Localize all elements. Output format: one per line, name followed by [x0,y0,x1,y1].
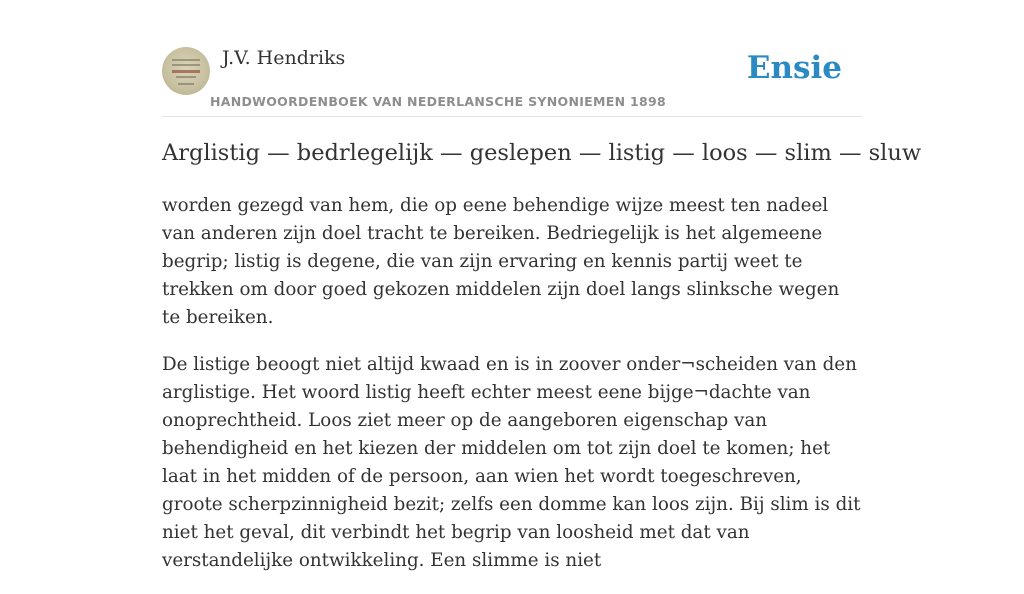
article-body [162,192,862,594]
author-name[interactable]: J.V. Hendriks [222,47,346,69]
source-title[interactable]: HANDWOORDENBOEK VAN NEDERLANSCHE SYNONIEMEN 1898 [210,94,667,109]
avatar-line [172,64,200,66]
avatar-line [172,59,200,61]
ensie-logo[interactable]: Ensie [746,50,842,86]
avatar[interactable] [162,47,210,95]
paragraph: De listige beoogt niet altijd kwaad en is in zoover onder¬scheiden van den arglistige. Het woord listig heeft echter meest eene bijge¬dachte van onoprechtheid. Loos ziet meer op de aangeboren eigenschap van behendigheid en het kiezen der middelen om tot zijn doel te komen; het laat in het midden of de persoon, aan wien het wordt toegeschreven, groote scherpzinnigheid bezit; zelfs een domme kan loos zijn. Bij slim is dit niet het geval, dit verbindt het begrip van loosheid met dat van verstandelijke ontwikkeling. Een slimme is niet [162,354,861,571]
avatar-line [178,83,194,85]
article-title: Arglistig — bedrlegelijk — geslepen — listig — loos — slim — sluw [162,140,922,166]
header [162,46,862,117]
avatar-line [172,70,200,73]
paragraph: worden gezegd van hem, die op eene behendige wijze meest ten nadeel van anderen zijn doel tracht te bereiken. Bedriegelijk is het algemeene begrip; listig is degene, die van zijn ervaring en kennis partij weet te trekken om door goed gekozen middelen zijn doel langs slinksche wegen te bereiken. [162,195,840,328]
avatar-line [176,76,196,78]
